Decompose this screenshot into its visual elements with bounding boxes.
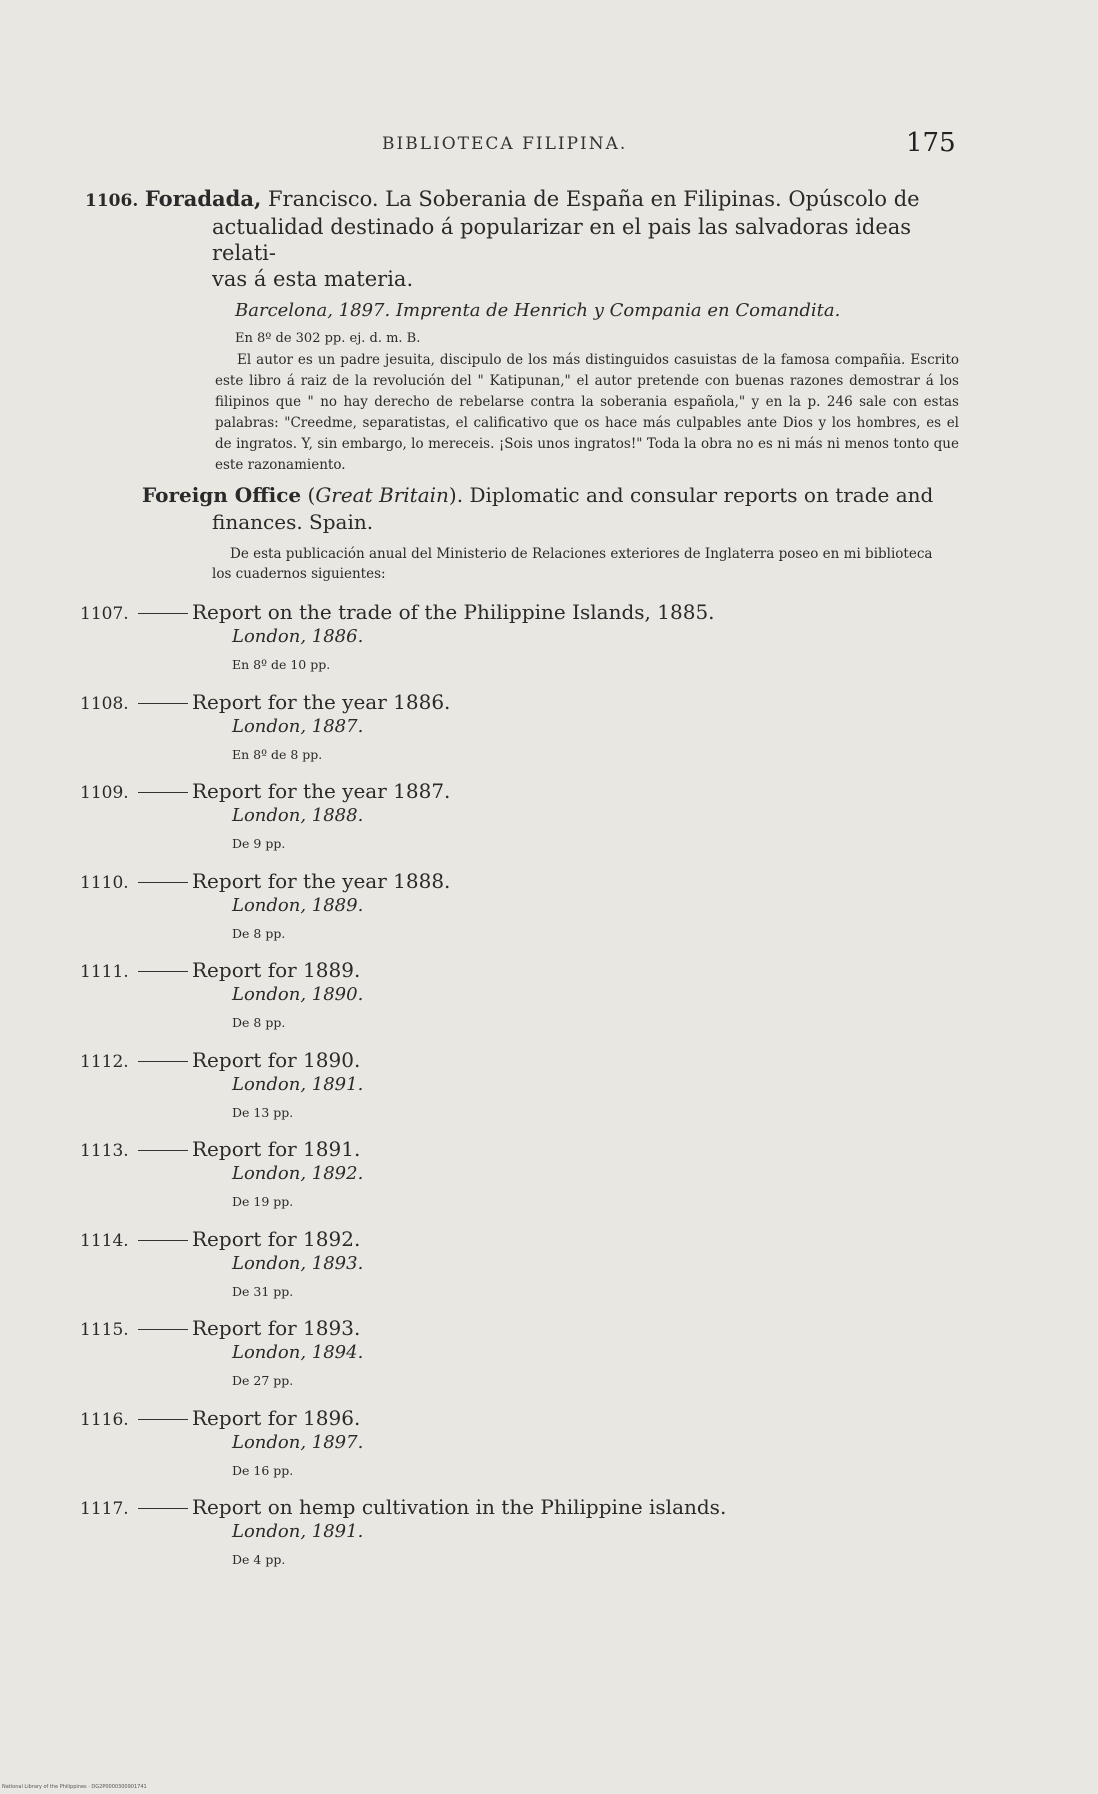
ditto-dash	[138, 1150, 188, 1151]
report-number: 1108.	[80, 693, 129, 714]
report-title: Report for the year 1887.	[192, 779, 451, 803]
foreign-office-heading	[142, 482, 952, 584]
report-collation: De 4 pp.	[232, 1552, 286, 1567]
report-entry	[80, 779, 980, 851]
ditto-dash	[138, 1240, 188, 1241]
report-number: 1110.	[80, 872, 129, 893]
report-collation: En 8º de 10 pp.	[232, 657, 331, 672]
report-collation: De 8 pp.	[232, 925, 286, 941]
report-entry	[80, 1227, 980, 1299]
report-entry	[80, 1316, 980, 1388]
entry-note: El autor es un padre jesuita, discipulo de los más distinguidos casuistas de la famosa compañia. Escrito este libro á raiz de la revolución del " Katipunan," el autor pretende con buenas razones demostrar á los filipinos que " no hay derecho de rebelarse contra la soberania española," y en la p. 246 sale con estas palabras: "Creedme, separatistas, el calificativo que os hace más culpables ante Dios y los hombres, es el de ingratos. Y, sin embargo, lo mereceis. ¡Sois unos ingratos!" Toda la obra no es ni más ni menos tonto que este razonamiento.	[215, 352, 959, 473]
entry-title-line: actualidad destinado á popularizar en el pais las salvadoras ideas relati-	[212, 215, 912, 265]
entry-given-name: Francisco.	[267, 187, 379, 211]
report-imprint: London, 1889.	[232, 894, 364, 916]
report-entry	[80, 869, 980, 941]
report-number: 1111.	[80, 962, 129, 982]
series-title-line: finances. Spain.	[212, 510, 374, 534]
report-title: Report for the year 1888.	[192, 868, 451, 893]
report-imprint: London, 1897.	[232, 1431, 364, 1453]
report-entry	[80, 958, 980, 1030]
entry-collation: En 8º de 302 pp. ej. d. m. B.	[235, 331, 421, 346]
report-collation: De 31 pp.	[232, 1283, 294, 1299]
report-imprint: London, 1891.	[232, 1073, 364, 1095]
report-collation: De 27 pp.	[232, 1373, 294, 1388]
report-number: 1117.	[80, 1499, 129, 1519]
ditto-dash	[138, 1329, 188, 1330]
report-title: Report for 1896.	[192, 1405, 361, 1430]
entry-imprint: Barcelona, 1897. Imprenta de Henrich y Compania en Comandita.	[235, 300, 841, 321]
report-entry	[80, 1048, 980, 1120]
paren-close: ).	[448, 483, 464, 507]
report-entry	[80, 690, 980, 762]
report-imprint: London, 1892.	[232, 1163, 364, 1184]
ditto-dash	[138, 1061, 188, 1062]
ditto-dash	[138, 1508, 188, 1509]
ditto-dash	[138, 971, 188, 972]
report-title: Report on the trade of the Philippine Islands, 1885.	[192, 600, 715, 624]
report-title: Report on hemp cultivation in the Philippine islands.	[192, 1495, 727, 1519]
entry-1106	[85, 186, 959, 476]
report-imprint: London, 1886.	[232, 626, 364, 647]
entry-author: Foradada,	[144, 186, 262, 211]
report-title: Report for 1889.	[192, 958, 361, 982]
report-number: 1109.	[80, 783, 129, 803]
ditto-dash	[138, 703, 188, 704]
entry-number: 1106.	[85, 191, 139, 211]
report-number: 1112.	[80, 1051, 129, 1072]
report-imprint: London, 1887.	[232, 715, 364, 737]
report-collation: De 9 pp.	[232, 836, 286, 851]
report-entry	[80, 1137, 980, 1209]
entry-title-line: La Soberania de España en Filipinas. Opúscolo de	[385, 187, 920, 211]
ditto-dash	[138, 792, 188, 793]
report-entry	[80, 1406, 980, 1478]
report-imprint: London, 1894.	[232, 1342, 364, 1363]
report-title: Report for 1890.	[192, 1047, 361, 1072]
report-collation: En 8º de 8 pp.	[232, 746, 323, 762]
report-imprint: London, 1890.	[232, 984, 364, 1005]
report-number: 1115.	[80, 1320, 129, 1340]
ditto-dash	[138, 882, 188, 883]
series-title-line: Diplomatic and consular reports on trade and	[469, 483, 934, 507]
ditto-dash	[138, 613, 188, 614]
report-imprint: London, 1891.	[232, 1521, 364, 1542]
report-number: 1116.	[80, 1409, 129, 1430]
report-title: Report for 1893.	[192, 1316, 361, 1340]
series-note: De esta publicación anual del Ministerio de Relaciones exteriores de Inglaterra poseo en mi biblioteca los cuadernos siguientes:	[212, 546, 933, 582]
report-imprint: London, 1893.	[232, 1252, 364, 1274]
report-collation: De 8 pp.	[232, 1015, 286, 1030]
parenthetical: Great Britain	[315, 483, 449, 507]
report-collation: De 13 pp.	[232, 1104, 294, 1120]
report-collation: De 19 pp.	[232, 1194, 294, 1209]
report-entry	[80, 1495, 980, 1567]
report-number: 1113.	[80, 1141, 129, 1161]
report-number: 1114.	[80, 1230, 129, 1251]
paren-open: (	[307, 483, 316, 507]
report-collation: De 16 pp.	[232, 1462, 294, 1478]
scan-footer: National Library of the Philippines · DG2P0000300901741	[2, 1784, 147, 1790]
corporate-author: Foreign Office	[142, 483, 302, 507]
entry-title-line: vas á esta materia.	[212, 267, 414, 291]
ditto-dash	[138, 1419, 188, 1420]
report-imprint: London, 1888.	[232, 805, 364, 826]
running-head: BIBLIOTECA FILIPINA.	[382, 134, 628, 154]
report-title: Report for 1892.	[192, 1226, 361, 1251]
report-entry	[80, 600, 980, 672]
page-number: 175	[906, 128, 956, 158]
report-number: 1107.	[80, 604, 129, 624]
report-title: Report for 1891.	[192, 1137, 361, 1161]
report-title: Report for the year 1886.	[192, 689, 451, 714]
